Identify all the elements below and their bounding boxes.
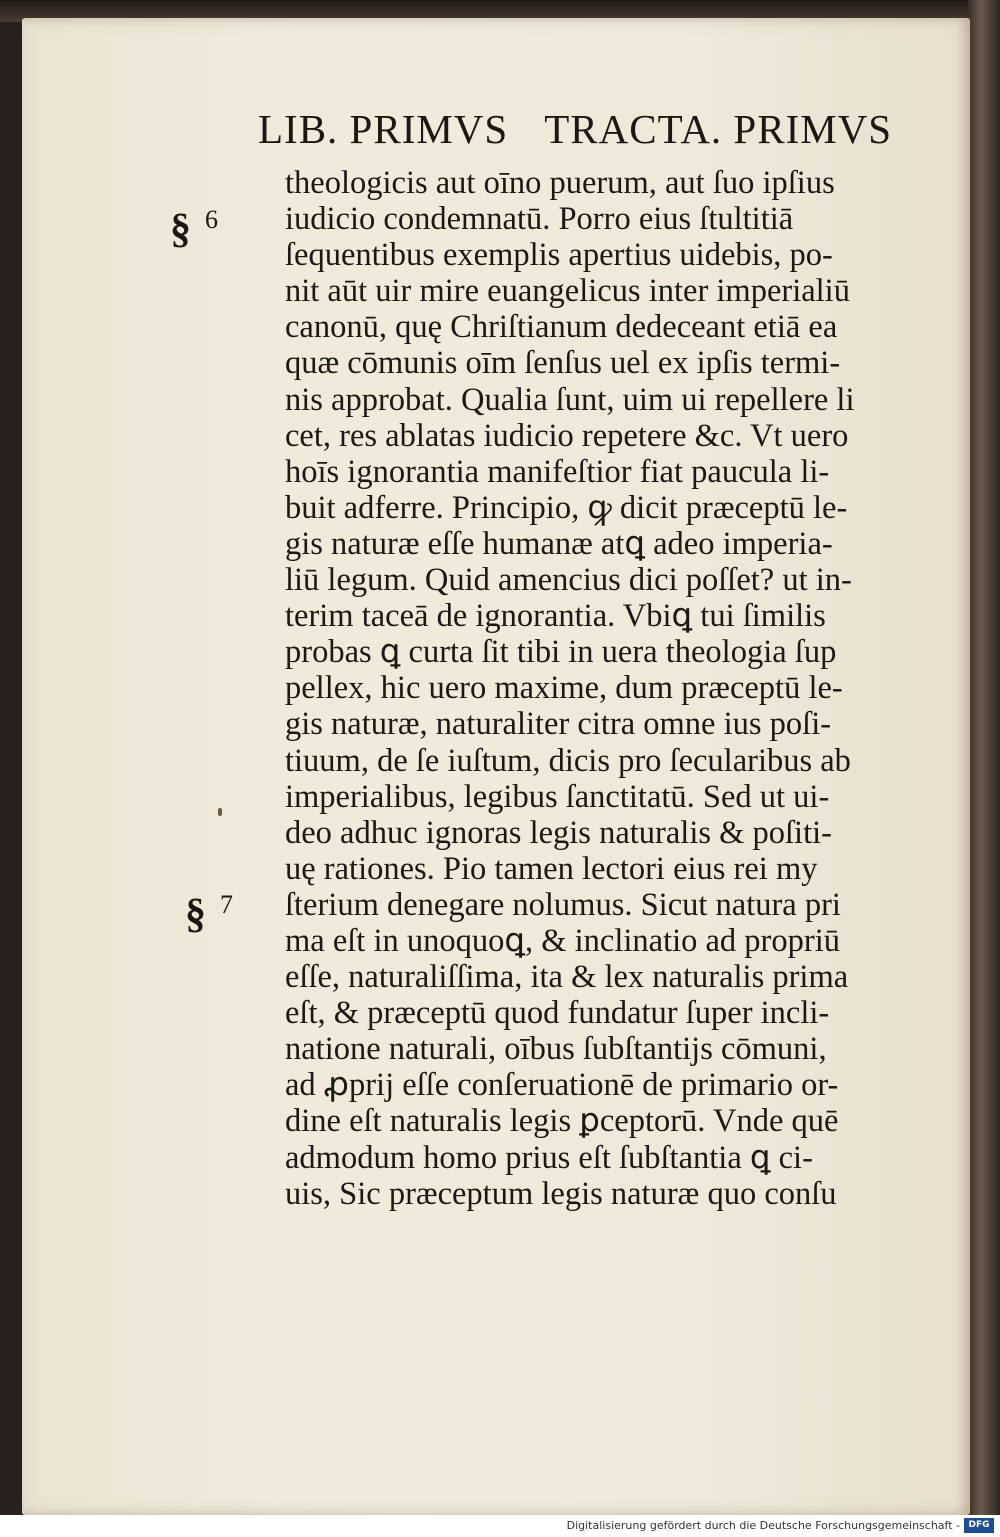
text-line: quæ cōmunis oīm ſenſus uel ex ipſis termi- [285, 345, 841, 382]
text-line: ma eſt in unoquoꝗ, & inclinatio ad propriū [285, 922, 840, 959]
text-line: tiuum, de ſe iuſtum, dicis pro ſecularibus ab [285, 742, 851, 779]
book-right-edge [968, 0, 1000, 1515]
text-line: buit adferre. Principio, ꝙ dicit præceptū le- [285, 489, 848, 526]
text-line: cet, res ablatas iudicio repetere &c. Vt uero [285, 417, 849, 454]
section-number: 6 [205, 205, 218, 234]
body-text [285, 165, 925, 1212]
text-line: nit aūt uir mire euangelicus inter imperialiū [285, 273, 850, 310]
text-line: hoīs ignorantia manifeſtior fiat paucula li- [285, 453, 830, 490]
text-line: probas ꝗ curta ſit tibi in uera theologia ſup [285, 634, 837, 671]
digitization-footer [0, 1515, 1000, 1537]
text-line: liū legum. Quid amencius dici poſſet? ut in- [285, 562, 852, 599]
text-line: admodum homo prius eſt ſubſtantia ꝗ ci- [285, 1139, 813, 1176]
text-line: gis naturæ eſſe humanæ atꝗ adeo imperia- [285, 525, 833, 562]
dfg-logo-icon: DFG [964, 1518, 994, 1533]
section-symbol: § [170, 206, 191, 252]
text-line: terim taceā de ignorantia. Vbiꝗ tui ſimilis [285, 598, 826, 635]
funding-credit: Digitalisierung gefördert durch die Deutsche Forschungsgemeinschaft - [566, 1519, 960, 1532]
margin-marker-section-6 [170, 205, 218, 253]
text-line: ſterium denegare nolumus. Sicut natura pri [285, 886, 841, 923]
text-line: eſſe, naturaliſſima, ita & lex naturalis prima [285, 959, 849, 996]
text-line: natione naturali, oībus ſubſtantijs cōmuni, [285, 1031, 827, 1068]
text-line: uę rationes. Pio tamen lectori eius rei my [285, 850, 818, 887]
page-speck [218, 808, 222, 816]
text-line: canonū, quę Chriſtianum dedeceant etiā ea [285, 309, 838, 346]
text-line: eſt, & præceptū quod fundatur ſuper incli- [285, 995, 830, 1032]
text-line: nis approbat. Qualia ſunt, uim ui repellere li [285, 381, 855, 418]
text-line: ad ꝓprij eſſe conſeruationē de primario or- [285, 1067, 839, 1104]
text-line: ſequentibus exemplis apertius uidebis, po- [285, 237, 833, 274]
section-symbol: § [185, 891, 206, 937]
text-line: gis naturæ, naturaliter citra omne ius poſi- [285, 706, 832, 743]
text-line: iudicio condemnatū. Porro eius ſtultitiā [285, 201, 794, 238]
text-line: theologicis aut oīno puerum, aut ſuo ipſius [285, 165, 835, 201]
section-number: 7 [220, 890, 233, 919]
running-head [258, 105, 908, 153]
text-line: imperialibus, legibus ſanctitatū. Sed ut ui- [285, 778, 830, 815]
margin-marker-section-7 [185, 890, 233, 938]
running-head-left: LIB. PRIMVS [258, 106, 509, 152]
running-head-right: TRACTA. PRIMVS [544, 106, 893, 152]
text-line: pellex, hic uero maxime, dum præceptū le- [285, 670, 843, 707]
text-line: dine eſt naturalis legis ꝑceptorū. Vnde quē [285, 1103, 839, 1140]
text-line: uis, Sic præceptum legis naturæ quo conſu [285, 1175, 837, 1212]
text-line: deo adhuc ignoras legis naturalis & poſiti- [285, 814, 832, 851]
